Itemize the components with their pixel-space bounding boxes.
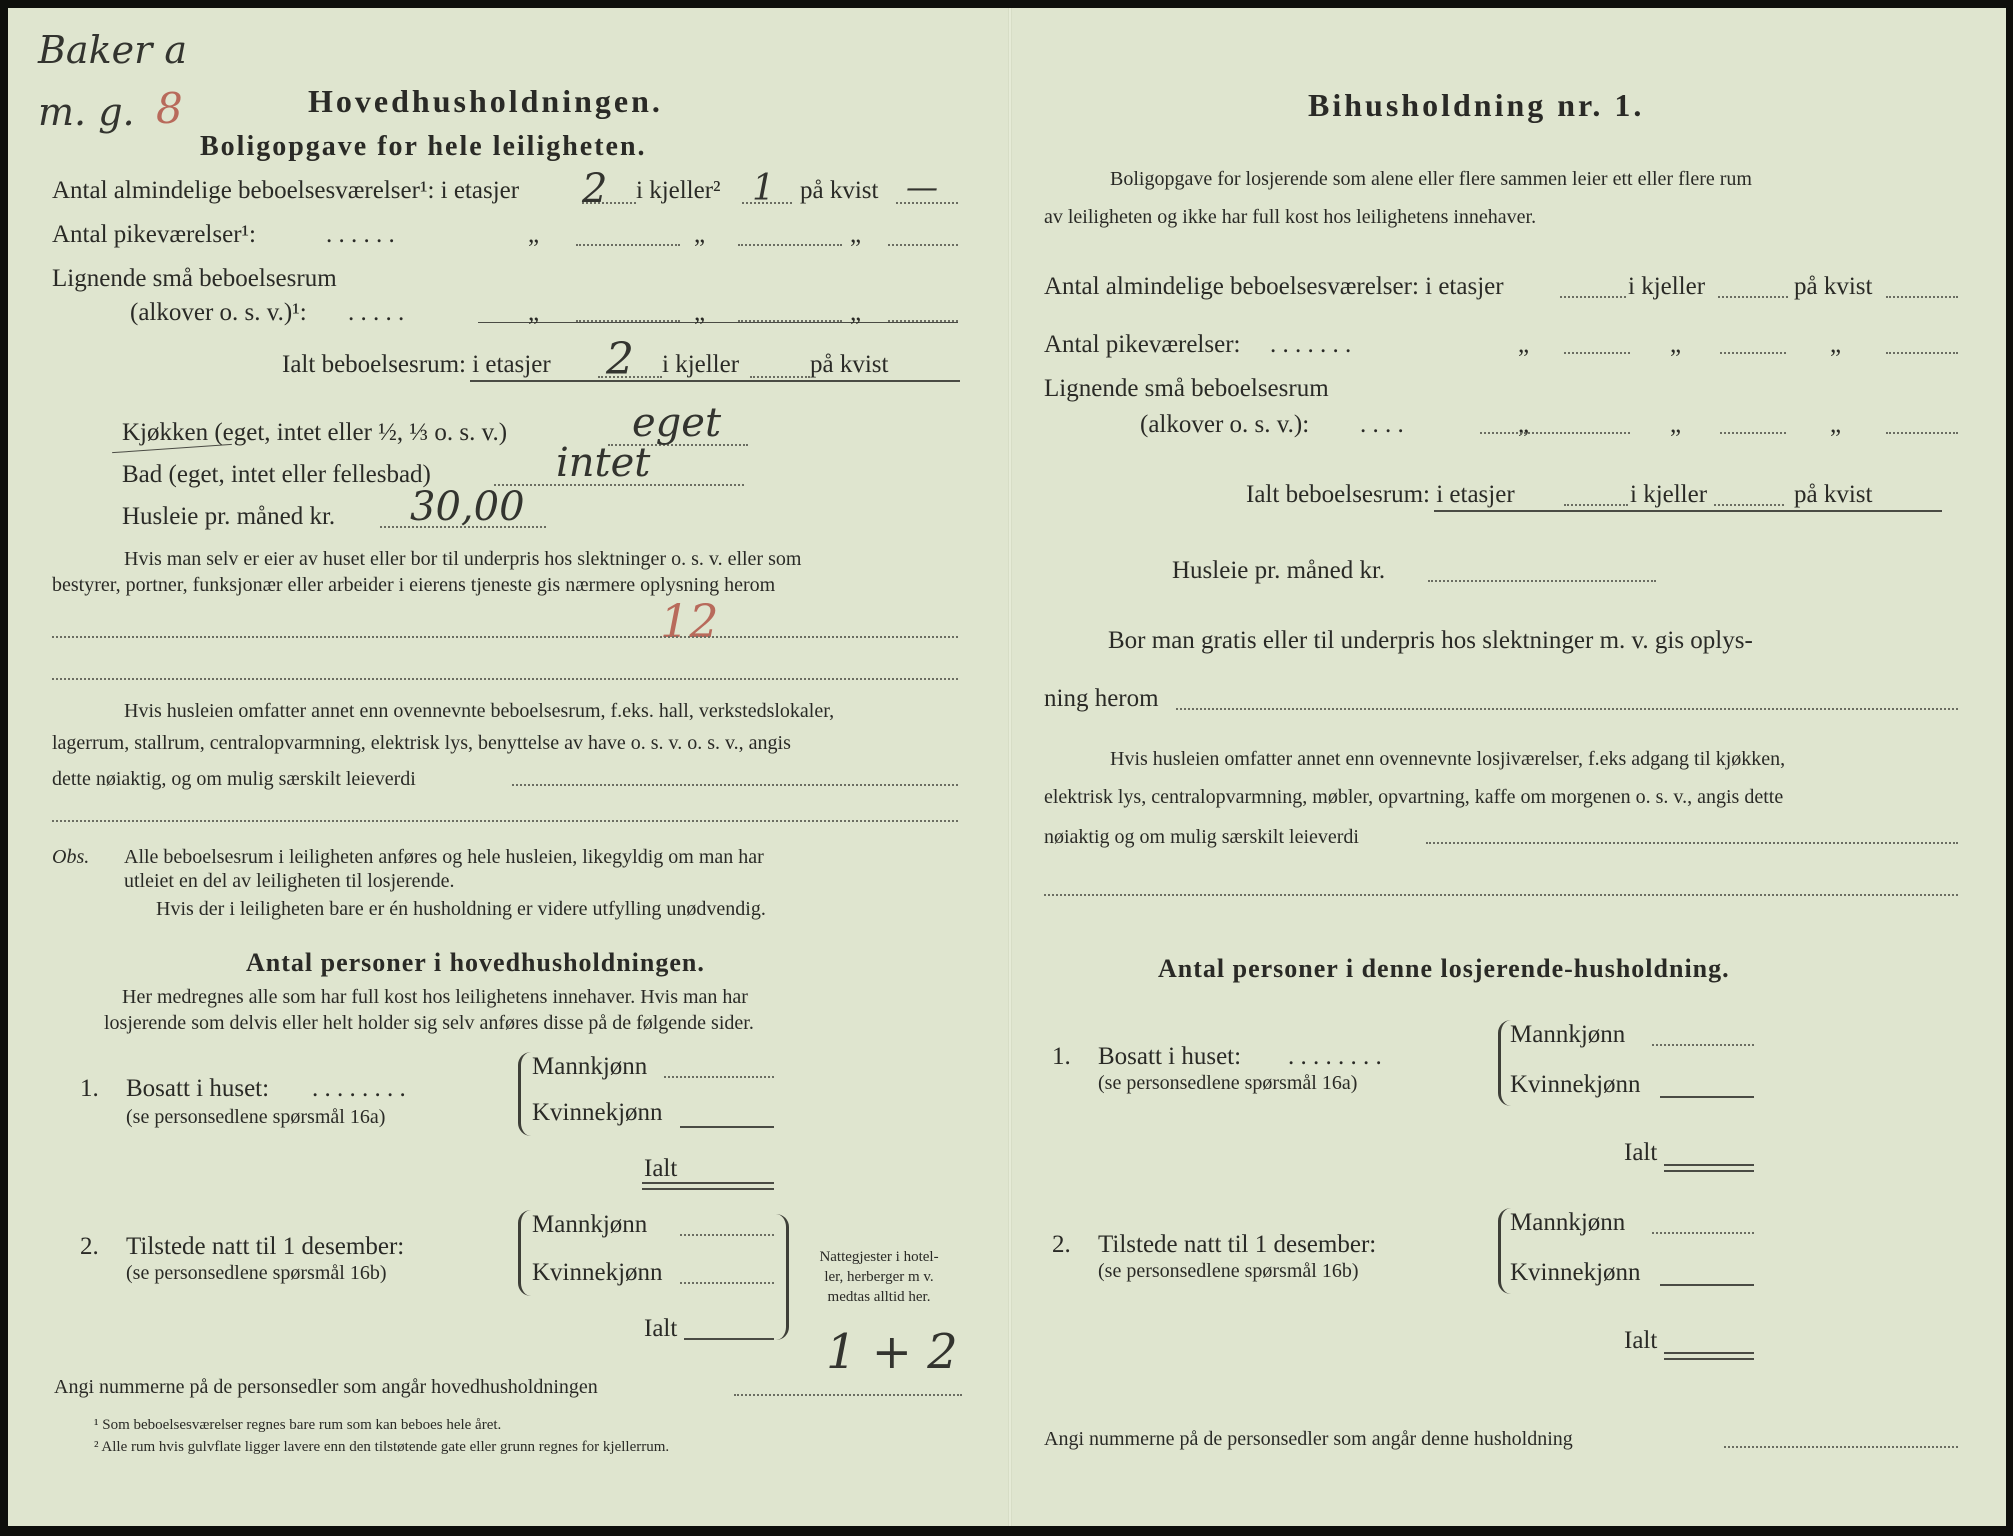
left-alcove-ditto-2: „ [694,299,706,326]
right-q1-female-line [1660,1096,1754,1098]
left-q1-ref: (se personsedlene spørsmål 16a) [126,1106,386,1128]
right-para-line2: elektrisk lys, centralopvarmning, møbler, opvartning, kaffe om morgenen o. s. v., angis dette [1044,786,1784,808]
left-title: Hovedhusholdningen. [308,83,663,119]
left-total-kjeller-line [750,376,810,378]
left-q1-total-line-2 [642,1188,774,1190]
right-total-underline [1434,510,1942,512]
left-obs-line2: utleiet en del av leiligheten til losjerende. [124,870,455,892]
left-q2-male-label: Mannkjønn [532,1211,648,1238]
left-rooms-etasjer-value: 2 [582,166,608,212]
census-form-sheet [8,8,2006,1526]
right-total-etasjer-line [1564,504,1628,506]
left-alcove-ditto-3: „ [850,299,862,326]
left-q1-total-label: Ialt [644,1155,678,1182]
left-total-kvist-label: på kvist [810,351,889,378]
left-q1-male-line [664,1076,774,1078]
left-alcove-line-2 [738,320,842,322]
left-para2-line3: dette nøiaktig, og om mulig særskilt leieverdi [52,768,416,790]
right-intro-line1: Boligopgave for losjerende som alene eller flere sammen leier ett eller flere rum [1110,168,1752,190]
right-maid-line-2 [1720,352,1786,354]
left-q2-label: Tilstede natt til 1 desember: [126,1233,405,1260]
right-alcove-line2: (alkover o. s. v.): [1140,411,1310,438]
right-q1-female-label: Kvinnekjønn [1510,1071,1641,1098]
left-q2-female-line [680,1282,774,1284]
right-maid-rooms-dots: . . . . . . . [1270,331,1352,358]
left-q2-total-label: Ialt [644,1315,678,1342]
right-total-kjeller-line [1714,504,1784,506]
right-title: Bihusholdning nr. 1. [1308,87,1645,123]
right-q2-ref: (se personsedlene spørsmål 16b) [1098,1260,1359,1282]
right-q2-total-line [1664,1352,1754,1354]
left-rent-value: 30,00 [410,484,525,530]
right-para-line-b [1044,894,1958,896]
right-total-kvist-label: på kvist [1794,481,1873,508]
left-obs-line3: Hvis der i leiligheten bare er én husholdning er videre utfylling unødvendig. [156,898,766,920]
left-alcove-ditto-1: „ [528,299,540,326]
left-para1-line2: bestyrer, portner, funksjonær eller arbeider i eierens tjeneste gis nærmere oplysning herom [52,574,776,596]
left-nattegjester-line3: medtas alltid her. [827,1289,931,1305]
left-total-etasjer-line [598,376,662,378]
corner-note-number: 8 [156,84,183,133]
left-alcove-line2: (alkover o. s. v.)¹: [130,299,307,326]
left-q1-brace [518,1052,531,1136]
left-q1-dots: . . . . . . . . [312,1075,406,1102]
left-persons-line1: Her medregnes alle som har full kost hos leilighetens innehaver. Hvis man har [122,986,748,1008]
right-rooms-etasjer-line [1560,296,1626,298]
left-maid-line-1 [576,244,680,246]
right-q2-male-label: Mannkjønn [1510,1209,1626,1236]
left-q1-female-label: Kvinnekjønn [532,1099,663,1126]
right-q2-number: 2. [1052,1231,1071,1258]
left-total-rooms-label: Ialt beboelsesrum: i etasjer [282,351,551,378]
left-rooms-kjeller-value: 1 [752,168,775,209]
left-maid-line-2 [738,244,842,246]
right-total-rooms-label: Ialt beboelsesrum: i etasjer [1246,481,1515,508]
left-q1-total-line [642,1182,774,1184]
left-q2-brace [518,1210,531,1296]
right-rooms-kvist-line [1886,296,1958,298]
left-para1-mark: 12 [660,594,719,648]
right-rooms-label: Antal almindelige beboelsesværelser: i etasjer [1044,273,1504,300]
right-numbers-line [1724,1446,1958,1448]
left-kitchen-label: Kjøkken (eget, intet eller ½, ⅓ o. s. v.) [122,419,508,446]
left-total-underline [470,380,960,382]
left-para2-line1: Hvis husleien omfatter annet enn ovennevnte beboelsesrum, f.eks. hall, verkstedslokaler, [124,700,835,722]
right-free-line [1176,708,1958,710]
left-maid-rooms-label: Antal pikeværelser¹: [52,221,256,248]
left-rooms-kjeller-label: i kjeller² [636,177,721,204]
right-alcove-line-1 [1480,432,1630,434]
right-free-line2: ning herom [1044,685,1159,712]
left-q2-right-brace [776,1214,789,1340]
left-alcove-underline [478,322,958,323]
left-para1-line-a [52,636,958,638]
left-alcove-line1: Lignende små beboelsesrum [52,265,337,292]
right-alcove-ditto-2: „ [1670,411,1682,438]
left-obs-label: Obs. [52,846,90,868]
left-total-kjeller-label: i kjeller [662,351,740,378]
left-para2-line-a [512,784,958,786]
left-para2-line-b [52,820,958,822]
left-q2-ref: (se personsedlene spørsmål 16b) [126,1262,387,1284]
right-alcove-ditto-3: „ [1830,411,1842,438]
left-rooms-label: Antal almindelige beboelsesværelser¹: i etasjer [52,177,520,204]
right-rent-line [1428,580,1656,582]
left-subtitle: Boligopgave for hele leiligheten. [200,131,647,162]
left-nattegjester-line1: Nattegjester i hotel- [819,1249,939,1265]
left-maid-ditto-3: „ [850,221,862,248]
left-obs-line1: Alle beboelsesrum i leiligheten anføres og hele husleien, likegyldig om man har [124,846,764,868]
left-maid-ditto-2: „ [694,221,706,248]
left-para1-line1: Hvis man selv er eier av huset eller bor til underpris hos slektninger o. s. v. eller som [124,548,802,570]
left-nattegjester-line2: ler, herberger m v. [824,1269,934,1285]
right-para-line1: Hvis husleien omfatter annet enn ovennevnte losjiværelser, f.eks adgang til kjøkken, [1110,748,1786,770]
left-rent-label: Husleie pr. måned kr. [122,503,336,530]
right-q2-female-line [1660,1284,1754,1286]
page-fold [1008,8,1012,1526]
right-q1-total-label: Ialt [1624,1139,1658,1166]
right-alcove-line-2 [1720,432,1786,434]
right-q2-total-line-2 [1664,1358,1754,1360]
left-numbers-value: 1 + 2 [826,1324,958,1380]
left-total-etasjer-value: 2 [606,334,634,385]
left-alcove-line-3 [888,320,958,322]
right-para-line-a [1426,842,1958,844]
right-alcove-line1: Lignende små beboelsesrum [1044,375,1329,402]
right-q1-ref: (se personsedlene spørsmål 16a) [1098,1072,1358,1094]
left-bath-label: Bad (eget, intet eller fellesbad) [122,461,431,488]
left-q1-male-label: Mannkjønn [532,1053,648,1080]
right-persons-title: Antal personer i denne losjerende-husholdning. [1158,954,1730,983]
right-total-kjeller-label: i kjeller [1630,481,1708,508]
left-rooms-kvist-value: — [906,168,938,206]
left-numbers-line [734,1394,962,1396]
left-maid-line-3 [888,244,958,246]
right-alcove-ditto-1: „ [1518,411,1530,438]
right-q1-total-line [1664,1164,1754,1166]
left-maid-ditto-1: „ [528,221,540,248]
right-q2-label: Tilstede natt til 1 desember: [1098,1231,1377,1258]
right-q1-label: Bosatt i huset: [1098,1043,1242,1070]
right-para-line3: nøiaktig og om mulig særskilt leieverdi [1044,826,1359,848]
right-maid-ditto-1: „ [1518,331,1530,358]
right-q1-male-label: Mannkjønn [1510,1021,1626,1048]
right-maid-ditto-2: „ [1670,331,1682,358]
right-q1-number: 1. [1052,1043,1071,1070]
left-persons-line2: losjerende som delvis eller helt holder sig selv anføres disse på de følgende sider. [104,1012,754,1034]
right-alcove-dots: . . . . [1360,411,1404,438]
right-q2-total-label: Ialt [1624,1327,1658,1354]
right-maid-line-3 [1886,352,1958,354]
left-alcove-line-1 [576,320,680,322]
left-numbers-label: Angi nummerne på de personsedler som angår hovedhusholdningen [54,1376,598,1398]
corner-note-line2: m. g. [38,90,135,134]
left-para2-line2: lagerrum, stallrum, centralopvarmning, elektrisk lys, benyttelse av have o. s. v. o. s. v., angis [52,732,791,754]
left-q2-female-label: Kvinnekjønn [532,1259,663,1286]
left-q1-female-line [680,1126,774,1128]
left-persons-title: Antal personer i hovedhusholdningen. [246,948,705,977]
left-alcove-dots: . . . . . [348,299,405,326]
right-alcove-line-3 [1886,432,1958,434]
corner-note-line1: Baker a [38,28,187,72]
right-rooms-kjeller-label: i kjeller [1628,273,1706,300]
right-q2-female-label: Kvinnekjønn [1510,1259,1641,1286]
right-free-line1: Bor man gratis eller til underpris hos slektninger m. v. gis oplys- [1108,627,1753,654]
right-q1-total-line-2 [1664,1170,1754,1172]
left-footnote-2: ² Alle rum hvis gulvflate ligger lavere enn den tilstøtende gate eller grunn regnes for kjellerrum. [94,1439,670,1455]
right-intro-line2: av leiligheten og ikke har full kost hos leilighetens innehaver. [1044,206,1537,228]
right-q1-dots: . . . . . . . . [1288,1043,1382,1070]
right-rooms-kvist-label: på kvist [1794,273,1873,300]
right-numbers-label: Angi nummerne på de personsedler som angår denne husholdning [1044,1428,1573,1450]
left-footnote-1: ¹ Som beboelsesværelser regnes bare rum som kan beboes hele året. [94,1417,502,1433]
left-q2-number: 2. [80,1233,99,1260]
right-q2-male-line [1652,1232,1754,1234]
left-q1-label: Bosatt i huset: [126,1075,270,1102]
right-maid-line-1 [1564,352,1630,354]
left-q2-male-line [680,1234,774,1236]
left-rooms-kvist-label: på kvist [800,177,879,204]
left-kitchen-value: eget [632,400,722,446]
right-q1-male-line [1652,1044,1754,1046]
left-maid-rooms-dots: . . . . . . [326,221,395,248]
left-q1-number: 1. [80,1075,99,1102]
right-rooms-kjeller-line [1718,296,1788,298]
right-rent-label: Husleie pr. måned kr. [1172,557,1386,584]
left-para1-line-b [52,678,958,680]
left-bath-value: intet [556,440,651,486]
right-maid-ditto-3: „ [1830,331,1842,358]
right-maid-rooms-label: Antal pikeværelser: [1044,331,1241,358]
left-q2-total-line [684,1338,774,1340]
